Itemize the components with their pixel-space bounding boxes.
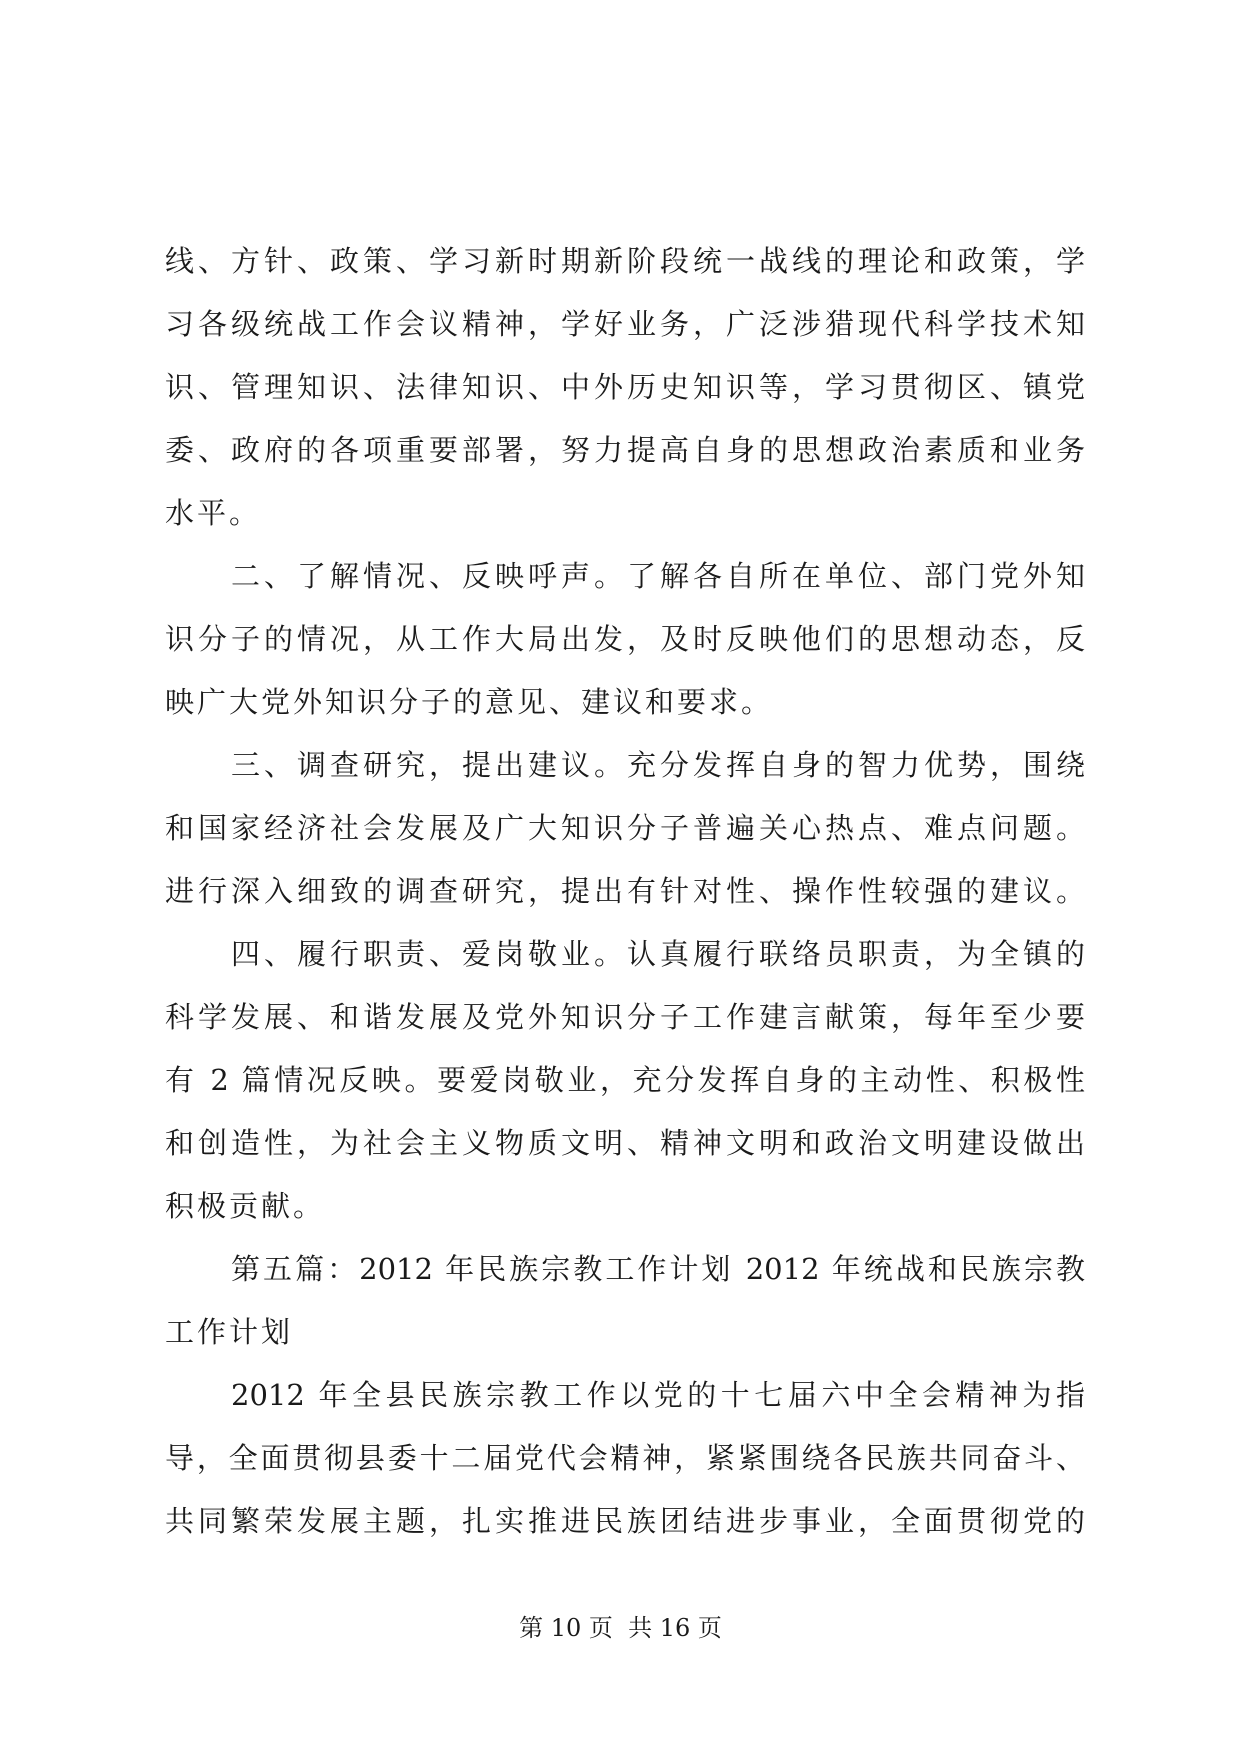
text-line: 和创造性，为社会主义物质文明、精神文明和政治文明建设做出 bbox=[165, 1126, 1085, 1160]
text-line: 四、履行职责、爱岗敬业。认真履行联络员职责，为全镇的 bbox=[231, 937, 1085, 971]
text-line: 共同繁荣发展主题，扎实推进民族团结进步事业，全面贯彻党的 bbox=[165, 1504, 1085, 1538]
text-line: 二、了解情况、反映呼声。了解各自所在单位、部门党外知 bbox=[231, 559, 1085, 593]
text-line: 和国家经济社会发展及广大知识分子普遍关心热点、难点问题。 bbox=[165, 811, 1085, 845]
text-line: 积极贡献。 bbox=[165, 1189, 326, 1223]
text-line: 识分子的情况，从工作大局出发，及时反映他们的思想动态，反 bbox=[165, 622, 1085, 656]
text-line: 委、政府的各项重要部署，努力提高自身的思想政治素质和业务 bbox=[165, 433, 1085, 467]
section-heading-line: 第五篇：2012 年民族宗教工作计划 2012 年统战和民族宗教 bbox=[231, 1252, 1085, 1286]
text-line: 三、调查研究，提出建议。充分发挥自身的智力优势，围绕 bbox=[231, 748, 1085, 782]
text-line: 水平。 bbox=[165, 496, 262, 530]
document-body bbox=[165, 230, 1085, 1553]
text-line: 有 2 篇情况反映。要爱岗敬业，充分发挥自身的主动性、积极性 bbox=[165, 1063, 1085, 1097]
text-line: 2012 年全县民族宗教工作以党的十七届六中全会精神为指 bbox=[231, 1378, 1085, 1412]
text-line: 映广大党外知识分子的意见、建议和要求。 bbox=[165, 685, 774, 719]
section-heading-line: 工作计划 bbox=[165, 1315, 294, 1349]
text-line: 线、方针、政策、学习新时期新阶段统一战线的理论和政策，学 bbox=[165, 244, 1085, 278]
text-line: 科学发展、和谐发展及党外知识分子工作建言献策，每年至少要 bbox=[165, 1000, 1085, 1034]
text-line: 导，全面贯彻县委十二届党代会精神，紧紧围绕各民族共同奋斗、 bbox=[165, 1441, 1085, 1475]
text-line: 进行深入细致的调查研究，提出有针对性、操作性较强的建议。 bbox=[165, 874, 1085, 908]
text-line: 习各级统战工作会议精神，学好业务，广泛涉猎现代科学技术知 bbox=[165, 307, 1085, 341]
text-line: 识、管理知识、法律知识、中外历史知识等，学习贯彻区、镇党 bbox=[165, 370, 1085, 404]
page-number-footer: 第 10 页 共 16 页 bbox=[519, 1614, 722, 1642]
